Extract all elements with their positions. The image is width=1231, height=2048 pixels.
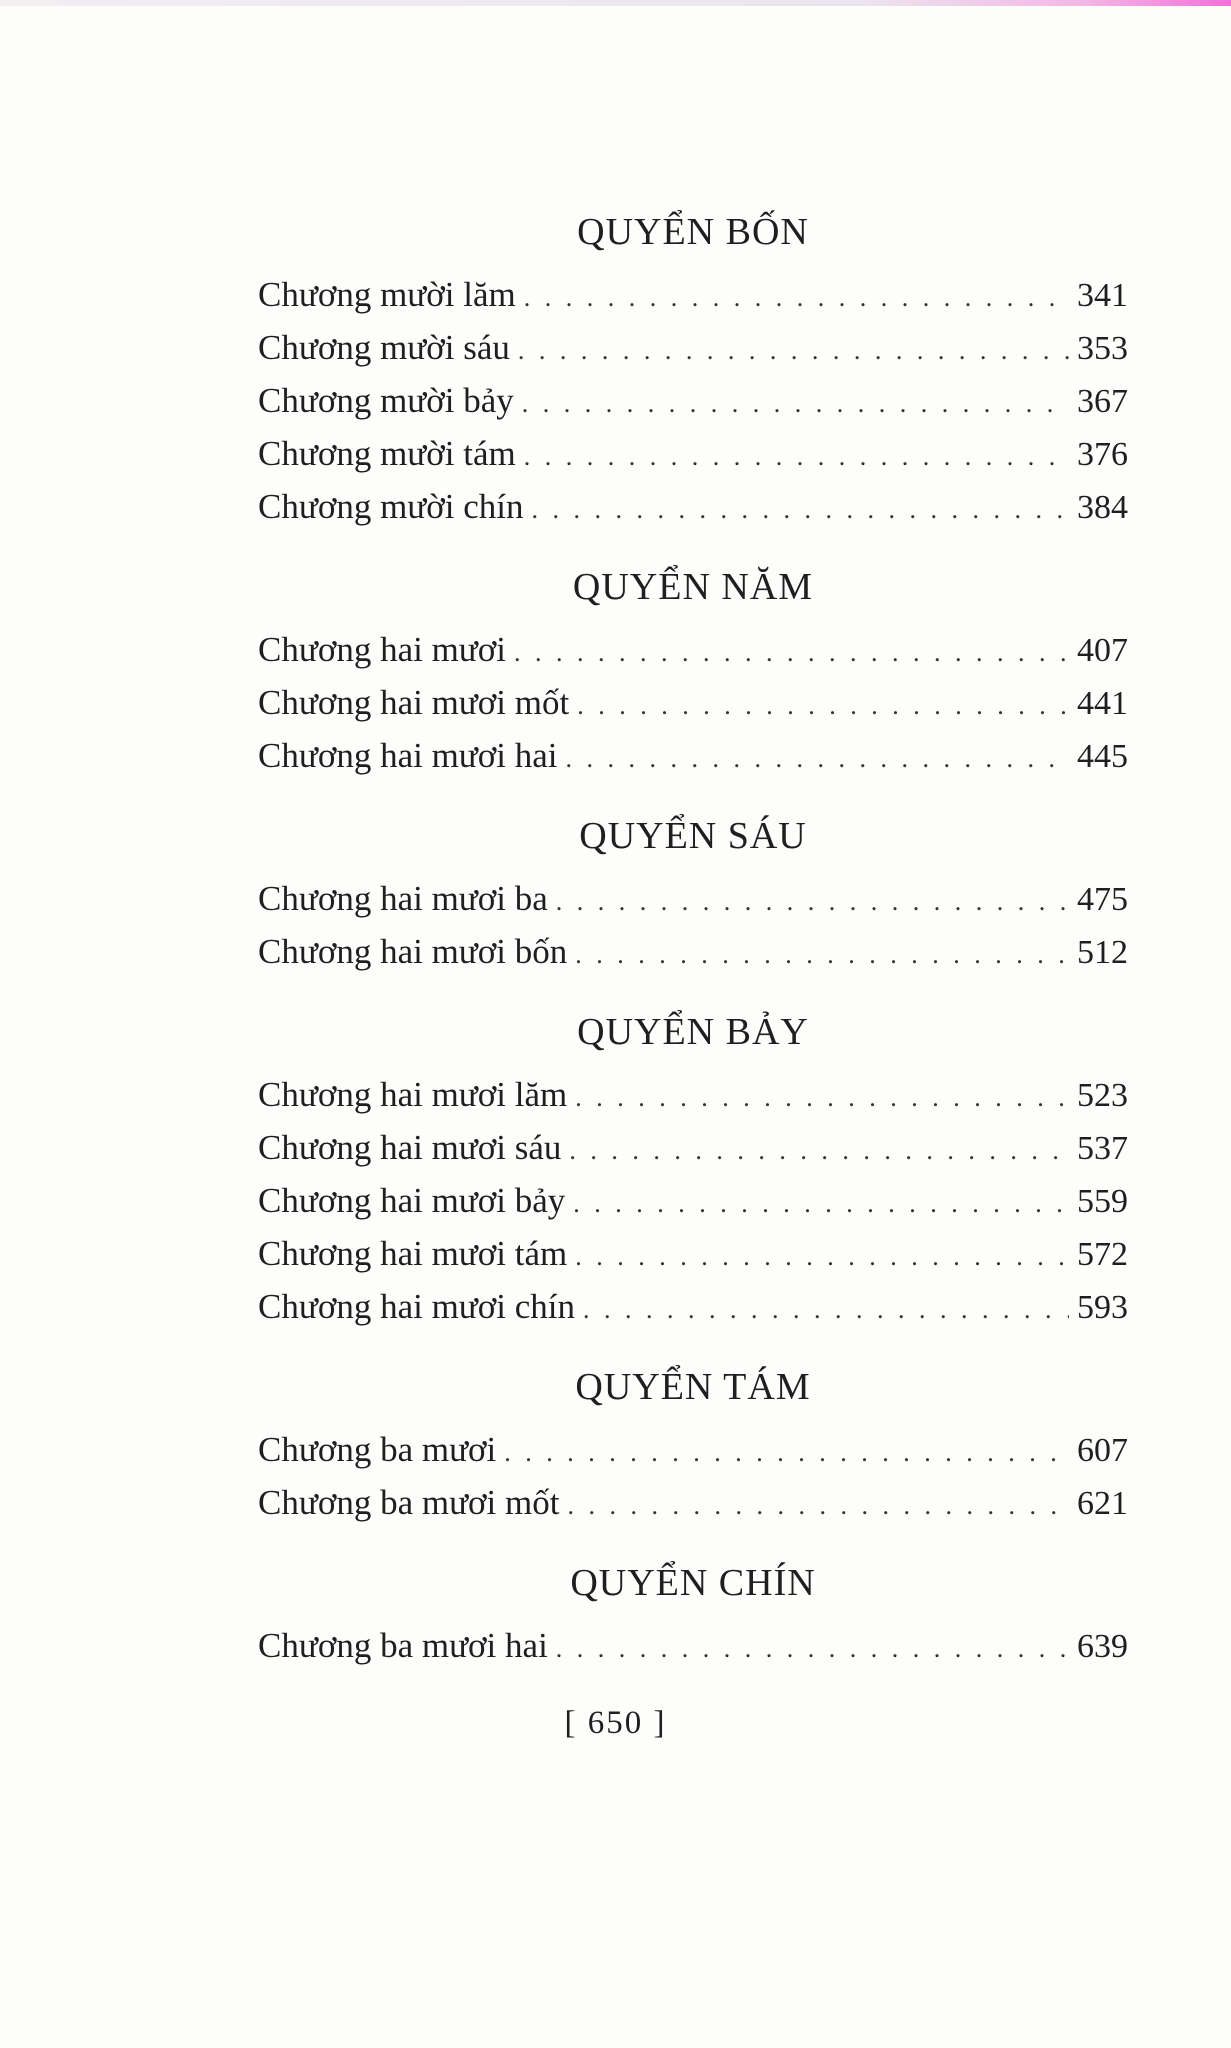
dot-leader bbox=[566, 732, 1069, 785]
dot-leader bbox=[524, 271, 1069, 324]
chapter-page-number: 353 bbox=[1077, 330, 1128, 367]
chapter-page-number: 537 bbox=[1077, 1130, 1128, 1167]
toc-entry bbox=[258, 1619, 1128, 1672]
chapter-title: Chương mười lăm bbox=[258, 275, 516, 314]
toc-entry bbox=[258, 374, 1128, 427]
chapter-page-number: 523 bbox=[1077, 1077, 1128, 1114]
chapter-title: Chương hai mươi tám bbox=[258, 1234, 568, 1273]
toc-entry bbox=[258, 268, 1128, 321]
toc-entry bbox=[258, 1476, 1128, 1529]
toc-entry bbox=[258, 427, 1128, 480]
chapter-page-number: 376 bbox=[1077, 436, 1128, 473]
chapter-page-number: 441 bbox=[1077, 685, 1128, 722]
toc-section bbox=[258, 1359, 1128, 1529]
chapter-title: Chương ba mươi bbox=[258, 1430, 497, 1469]
dot-leader bbox=[556, 875, 1069, 928]
toc-entry bbox=[258, 321, 1128, 374]
toc-section bbox=[258, 808, 1128, 978]
chapter-title: Chương hai mươi bốn bbox=[258, 932, 568, 971]
dot-leader bbox=[504, 1426, 1069, 1479]
chapter-page-number: 559 bbox=[1077, 1183, 1128, 1220]
chapter-title: Chương hai mươi sáu bbox=[258, 1128, 562, 1167]
section-title: QUYỂN CHÍN bbox=[570, 1562, 816, 1604]
chapter-title: Chương ba mươi mốt bbox=[258, 1483, 560, 1522]
chapter-title: Chương hai mươi bbox=[258, 630, 507, 669]
toc-entry bbox=[258, 1423, 1128, 1476]
toc-entry bbox=[258, 1280, 1128, 1333]
dot-leader bbox=[577, 679, 1069, 732]
toc-entry bbox=[258, 1174, 1128, 1227]
chapter-page-number: 621 bbox=[1077, 1485, 1128, 1522]
chapter-title: Chương hai mươi ba bbox=[258, 879, 548, 918]
chapter-title: Chương hai mươi bảy bbox=[258, 1181, 566, 1220]
chapter-title: Chương hai mươi mốt bbox=[258, 683, 570, 722]
chapter-page-number: 367 bbox=[1077, 383, 1128, 420]
dot-leader bbox=[575, 1230, 1069, 1283]
chapter-page-number: 341 bbox=[1077, 277, 1128, 314]
section-title: QUYỂN BỐN bbox=[577, 211, 809, 253]
toc-section bbox=[258, 559, 1128, 782]
toc-entry bbox=[258, 623, 1128, 676]
toc-entry bbox=[258, 1227, 1128, 1280]
chapter-page-number: 607 bbox=[1077, 1432, 1128, 1469]
chapter-page-number: 445 bbox=[1077, 738, 1128, 775]
chapter-title: Chương hai mươi lăm bbox=[258, 1075, 568, 1114]
dot-leader bbox=[518, 324, 1069, 377]
chapter-page-number: 475 bbox=[1077, 881, 1128, 918]
toc-section bbox=[258, 1004, 1128, 1333]
chapter-title: Chương mười tám bbox=[258, 434, 516, 473]
chapter-title: Chương ba mươi hai bbox=[258, 1626, 548, 1665]
chapter-title: Chương mười sáu bbox=[258, 328, 510, 367]
section-title: QUYỂN NĂM bbox=[572, 566, 814, 608]
section-title: QUYỂN TÁM bbox=[575, 1366, 811, 1408]
chapter-page-number: 593 bbox=[1077, 1289, 1128, 1326]
toc-entry bbox=[258, 676, 1128, 729]
page-number: [ 650 ] bbox=[564, 1705, 667, 1741]
section-title: QUYỂN BẢY bbox=[577, 1011, 809, 1053]
chapter-page-number: 407 bbox=[1077, 632, 1128, 669]
dot-leader bbox=[514, 626, 1069, 679]
dot-leader bbox=[567, 1479, 1069, 1532]
dot-leader bbox=[569, 1124, 1069, 1177]
chapter-page-number: 384 bbox=[1077, 489, 1128, 526]
dot-leader bbox=[532, 483, 1069, 536]
chapter-page-number: 512 bbox=[1077, 934, 1128, 971]
dot-leader bbox=[556, 1622, 1069, 1675]
chapter-page-number: 572 bbox=[1077, 1236, 1128, 1273]
table-of-contents bbox=[258, 204, 1128, 1672]
toc-section bbox=[258, 1555, 1128, 1672]
chapter-title: Chương hai mươi chín bbox=[258, 1287, 576, 1326]
toc-entry bbox=[258, 729, 1128, 782]
section-title: QUYỂN SÁU bbox=[579, 815, 807, 857]
toc-entry bbox=[258, 1068, 1128, 1121]
dot-leader bbox=[522, 377, 1069, 430]
dot-leader bbox=[575, 1071, 1069, 1124]
toc-entry bbox=[258, 480, 1128, 533]
toc-entry bbox=[258, 872, 1128, 925]
chapter-title: Chương hai mươi hai bbox=[258, 736, 558, 775]
dot-leader bbox=[575, 928, 1069, 981]
dot-leader bbox=[573, 1177, 1069, 1230]
page-top-edge bbox=[0, 0, 1231, 6]
chapter-title: Chương mười chín bbox=[258, 487, 524, 526]
toc-entry bbox=[258, 925, 1128, 978]
toc-section bbox=[258, 204, 1128, 533]
chapter-page-number: 639 bbox=[1077, 1628, 1128, 1665]
chapter-title: Chương mười bảy bbox=[258, 381, 514, 420]
toc-entry bbox=[258, 1121, 1128, 1174]
dot-leader bbox=[524, 430, 1069, 483]
dot-leader bbox=[583, 1283, 1069, 1336]
